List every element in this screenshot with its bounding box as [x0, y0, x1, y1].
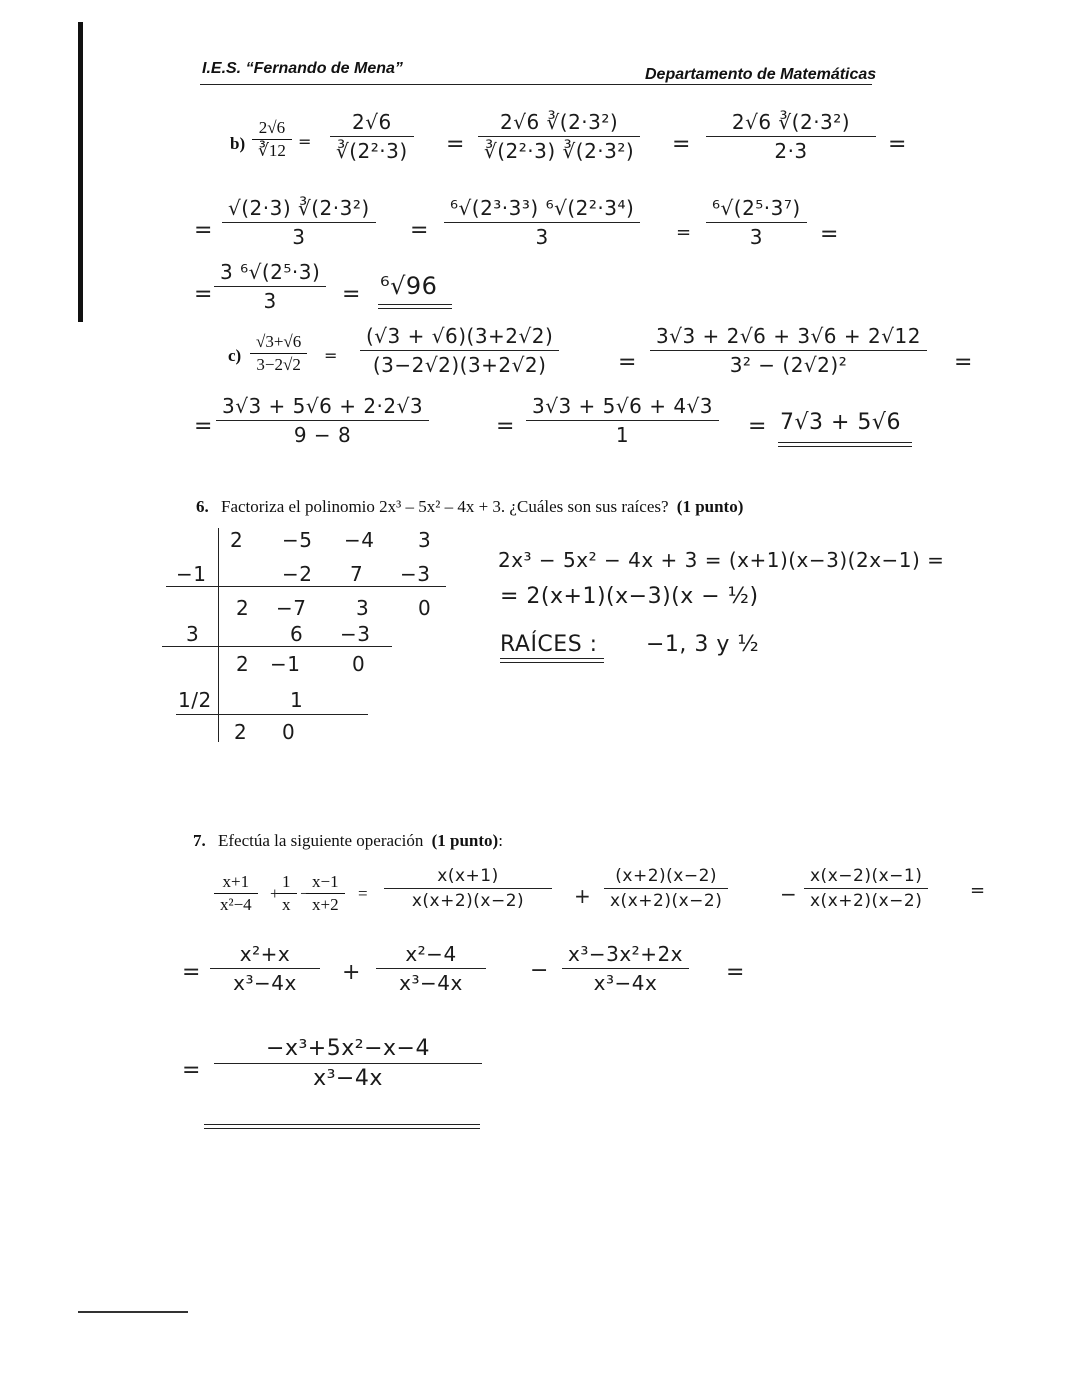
q7-step1-b-den: x(x+2)(x−2)	[610, 891, 723, 911]
part-c-step1-den: (3−2√2)(3+2√2)	[372, 353, 547, 377]
part-b-step4-den: 3	[292, 225, 306, 249]
eq-sign: =	[182, 1058, 201, 1083]
part-b-lhs-num: 2√6	[258, 118, 286, 137]
q7-result-underline	[204, 1124, 480, 1129]
ruffini-line-2	[162, 646, 392, 647]
part-b-step2-den: ∛(2²·3) ∛(2·3²)	[484, 139, 635, 163]
q7-step2-b	[376, 942, 486, 995]
ruffini-cell: 7	[350, 562, 364, 586]
question-7-text: Efectúa la siguiente operación	[218, 831, 424, 850]
ruffini-root: 1/2	[178, 688, 212, 712]
question-7-points: (1 punto)	[431, 831, 499, 850]
eq-sign: =	[298, 132, 312, 151]
part-c-lhs	[250, 332, 307, 375]
part-c-step1	[360, 324, 559, 377]
part-b-step3-den: 2·3	[774, 139, 808, 163]
part-b-step6	[706, 196, 807, 249]
part-b-step7-den: 3	[263, 289, 277, 313]
part-b-step5-den: 3	[535, 225, 549, 249]
bottom-margin-line	[78, 1311, 188, 1313]
eq-sign: =	[676, 222, 692, 243]
q7-op-a-den: x²−4	[220, 895, 252, 914]
eq-sign: =	[358, 884, 368, 903]
q7-step2-c-num: x³−3x²+2x	[568, 942, 684, 966]
roots-label: RAÍCES :	[500, 632, 598, 657]
header-school: I.E.S. “Fernando de Mena”	[202, 60, 403, 77]
question-6-number: 6.	[196, 497, 209, 516]
eq-sign: =	[970, 880, 986, 901]
part-b-step4-num: √(2·3) ∛(2·3²)	[228, 196, 370, 220]
minus-sign: −	[300, 884, 310, 903]
ruffini-cell: 2	[236, 596, 250, 620]
ruffini-cell: −3	[400, 562, 431, 586]
part-b-step2	[478, 110, 640, 163]
q7-step1-a-den: x(x+2)(x−2)	[411, 891, 525, 911]
q7-op-a-num: x+1	[222, 872, 250, 891]
question-7-number: 7.	[193, 831, 206, 850]
q7-result-den: x³−4x	[313, 1066, 383, 1091]
part-b-step2-num: 2√6 ∛(2·3²)	[499, 110, 619, 134]
eq-sign: =	[194, 414, 213, 439]
part-b-lhs	[252, 118, 292, 161]
part-c-result-underline	[778, 442, 912, 447]
q7-step2-b-num: x²−4	[405, 942, 457, 966]
q7-step1-c	[804, 866, 928, 911]
part-c-step2-den: 3² − (2√2)²	[729, 353, 848, 377]
part-b-step4	[222, 196, 376, 249]
q7-step1-c-num: x(x−2)(x−1)	[810, 866, 923, 886]
part-b-step3	[706, 110, 876, 163]
q7-op-b-num: 1	[282, 872, 291, 891]
part-b-label: b)	[230, 134, 246, 153]
question-6-points: (1 punto)	[676, 497, 744, 516]
eq-sign: =	[342, 282, 361, 307]
question-7-colon: :	[498, 831, 503, 850]
q7-result-num: −x³+5x²−x−4	[266, 1036, 430, 1061]
ruffini-cell: 2	[234, 720, 248, 744]
question-6-text: Factoriza el polinomio 2x³ – 5x² – 4x + 3. ¿Cuáles son sus raíces?	[221, 497, 669, 516]
q7-step2-c	[562, 942, 689, 995]
eq-sign: =	[194, 218, 213, 243]
eq-sign: =	[410, 218, 429, 243]
part-c-step1-num: (√3 + √6)(3+2√2)	[366, 324, 554, 348]
q7-step2-a-num: x²+x	[239, 942, 291, 966]
eq-sign: =	[820, 222, 839, 247]
part-b-step3-num: 2√6 ∛(2·3²)	[731, 110, 851, 134]
ruffini-line-3	[176, 714, 368, 715]
part-b-step1-den: ∛(2²·3)	[336, 139, 408, 163]
factor-line-2: = 2(x+1)(x−3)(x − ½)	[500, 584, 759, 609]
q7-step2-b-den: x³−4x	[399, 971, 463, 995]
header-department: Departamento de Matemáticas	[645, 66, 877, 83]
factor-line-1: 2x³ − 5x² − 4x + 3 = (x+1)(x−3)(2x−1) =	[498, 548, 945, 572]
ruffini-cell: 0	[282, 720, 296, 744]
part-b-lhs-den: ∛12	[258, 141, 286, 160]
eq-sign: =	[672, 132, 691, 157]
part-c-lhs-num: √3+√6	[256, 332, 302, 351]
ruffini-cell: −7	[276, 596, 307, 620]
part-c-step3	[216, 394, 429, 447]
q7-step2-c-den: x³−4x	[593, 971, 658, 995]
ruffini-cell: 1	[290, 688, 304, 712]
ruffini-root: −1	[176, 562, 207, 586]
ruffini-line-1	[166, 586, 446, 587]
ruffini-cell: 0	[418, 596, 432, 620]
part-b-step7	[214, 260, 326, 313]
part-c-step2	[650, 324, 927, 377]
q7-step2-a-den: x³−4x	[233, 971, 297, 995]
eq-sign: =	[618, 350, 637, 375]
part-b-step5	[444, 196, 640, 249]
left-margin-bar	[78, 22, 83, 322]
eq-sign: =	[496, 414, 515, 439]
q7-step1-c-den: x(x+2)(x−2)	[810, 891, 923, 911]
plus-sign: +	[574, 884, 591, 908]
part-c-step4-den: 1	[615, 423, 630, 447]
ruffini-vertical-line	[218, 528, 219, 742]
plus-sign: +	[270, 884, 280, 903]
part-b-step6-den: 3	[749, 225, 763, 249]
ruffini-cell: −2	[282, 562, 313, 586]
q7-step1-b	[604, 866, 728, 911]
question-6	[196, 497, 743, 517]
ruffini-coef: −4	[344, 528, 375, 552]
question-7	[193, 831, 503, 851]
ruffini-cell: 6	[290, 622, 304, 646]
part-c-step4	[526, 394, 719, 447]
part-c-step2-num: 3√3 + 2√6 + 3√6 + 2√12	[656, 324, 921, 348]
ruffini-cell: 3	[356, 596, 370, 620]
part-b-result: ⁶√96	[380, 272, 438, 300]
eq-sign: =	[194, 282, 213, 307]
part-b-step5-num: ⁶√(2³·3³) ⁶√(2²·3⁴)	[450, 196, 635, 220]
eq-sign: =	[446, 132, 465, 157]
part-b-step7-num: 3 ⁶√(2⁵·3)	[220, 260, 321, 284]
eq-sign: =	[748, 414, 767, 439]
ruffini-cell: 2	[236, 652, 250, 676]
q7-step2-a	[210, 942, 320, 995]
part-b-step1	[330, 110, 414, 163]
ruffini-coef: −5	[282, 528, 313, 552]
part-c-step4-num: 3√3 + 5√6 + 4√3	[532, 394, 714, 418]
q7-step1-a-num: x(x+1)	[437, 866, 499, 886]
q7-op-a	[214, 872, 258, 915]
part-c-label: c)	[228, 346, 242, 365]
ruffini-cell: −3	[340, 622, 371, 646]
q7-step1-b-num: (x+2)(x−2)	[615, 866, 718, 886]
q7-op-b	[276, 872, 297, 915]
ruffini-cell: 0	[352, 652, 366, 676]
part-c-step3-num: 3√3 + 5√6 + 2·2√3	[222, 394, 424, 418]
q7-op-c	[306, 872, 345, 915]
ruffini-root: 3	[186, 622, 200, 646]
ruffini-coef: 3	[418, 528, 432, 552]
q7-step1-a	[384, 866, 552, 911]
part-b-step6-num: ⁶√(2⁵·3⁷)	[712, 196, 801, 220]
part-c-step3-den: 9 − 8	[293, 423, 352, 447]
eq-sign: =	[888, 132, 907, 157]
minus-sign: −	[780, 882, 797, 906]
eq-sign: =	[726, 960, 745, 985]
q7-op-b-den: x	[282, 895, 291, 914]
ruffini-cell: −1	[270, 652, 301, 676]
header-rule	[200, 84, 872, 85]
roots-value: −1, 3 y ½	[646, 632, 760, 657]
ruffini-coef: 2	[230, 528, 244, 552]
roots-label-underline	[500, 658, 604, 663]
q7-result	[214, 1036, 482, 1091]
q7-op-c-num: x−1	[312, 872, 339, 891]
part-b-step1-num: 2√6	[351, 110, 392, 134]
part-c-lhs-den: 3−2√2	[256, 355, 301, 374]
part-c-result: 7√3 + 5√6	[780, 410, 901, 435]
eq-sign: =	[324, 346, 338, 365]
plus-sign: +	[342, 960, 361, 985]
q7-op-c-den: x+2	[312, 895, 339, 914]
part-b-result-underline	[378, 304, 452, 309]
minus-sign: −	[530, 958, 549, 983]
eq-sign: =	[954, 350, 973, 375]
eq-sign: =	[182, 960, 201, 985]
